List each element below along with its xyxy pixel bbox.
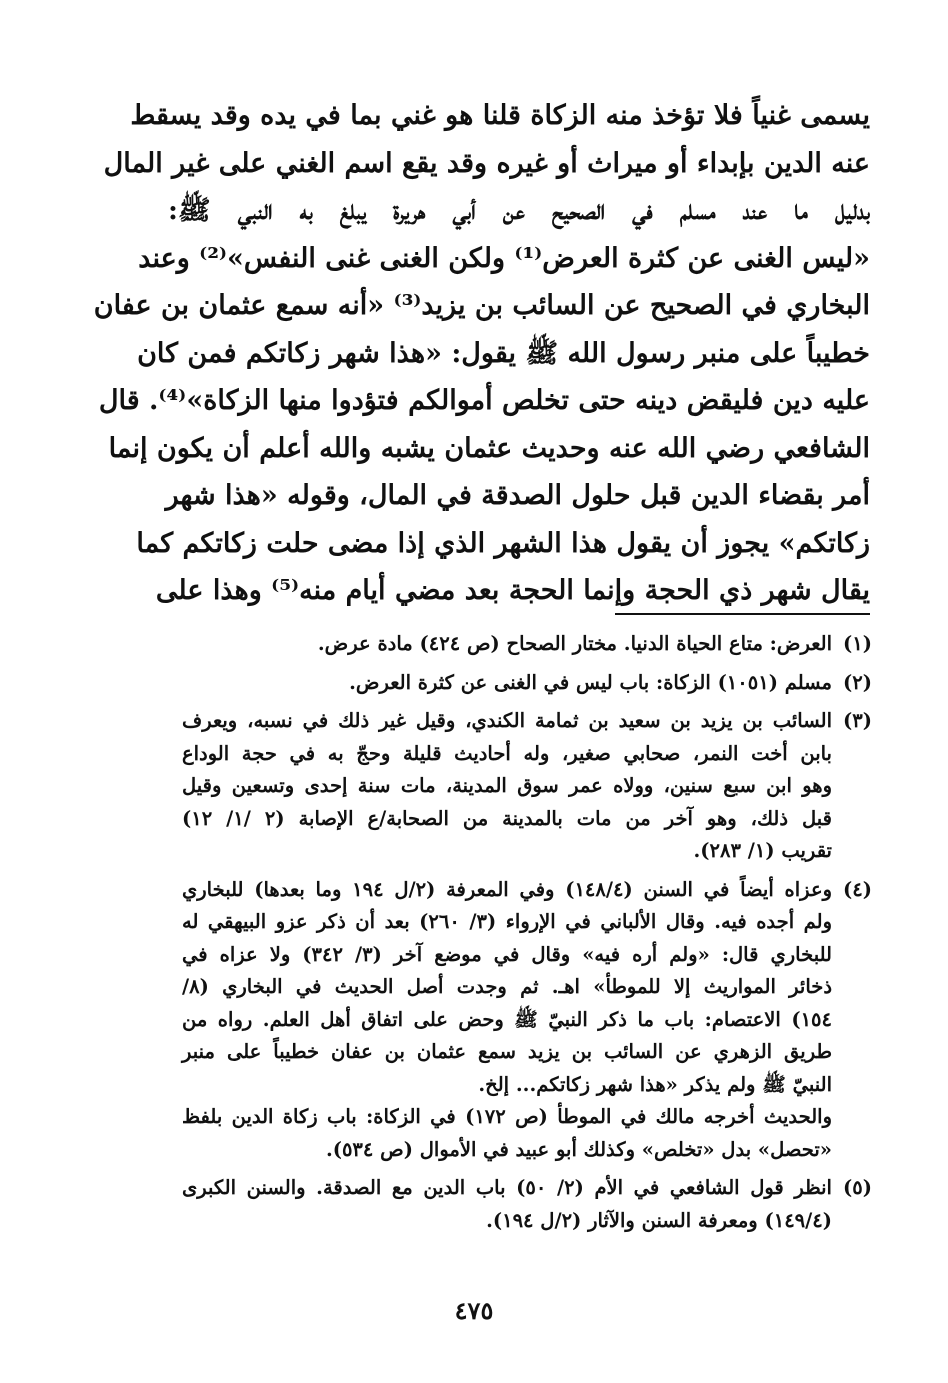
main-text-line: يسمى غنياً فلا تؤخذ منه الزكاة قلنا هو غني بما في يده وقد يسقط	[130, 100, 870, 131]
main-text-line: أمر بقضاء الدين قبل حلول الصدقة في المال، وقوله «هذا شهر	[165, 480, 870, 511]
footnote-line: ١٥٤) الاعتصام: باب ما ذكر النبيّ ﷺ وحض على اتفاق أهل العلم. رواه من	[182, 1007, 832, 1031]
main-text-line: «ليس الغنى عن كثرة العرض⁽¹⁾ ولكن الغنى غنى النفس»⁽²⁾ وعند	[138, 242, 870, 274]
footnote-line: مسلم (١٠٥١) الزكاة: باب ليس في الغنى عن كثرة العرض.	[349, 670, 832, 694]
main-text-line: الشافعي رضي الله عنه وحديث عثمان يشبه والله أعلم أن يكون إنما	[108, 432, 870, 464]
footnote-body	[182, 667, 832, 700]
footnote-line: النبيّ ﷺ ولم يذكر «هذا شهر زكاتكم... إلخ.	[478, 1072, 832, 1096]
main-text-line: يقال شهر ذي الحجة وإنما الحجة بعد مضي أيام منه⁽⁵⁾ وهذا على	[155, 575, 870, 606]
footnote-4	[182, 874, 872, 1167]
footnote-number: (١)	[843, 632, 872, 655]
footnote-body	[182, 705, 832, 868]
footnote-number: (٣)	[843, 709, 872, 732]
footnote-line: قبل ذلك، وهو آخر من مات بالمدينة من الصحابة/ع الإصابة (٢ /١/ ١٢)	[182, 806, 832, 830]
footnote-number: (٥)	[843, 1176, 872, 1199]
footnotes-block	[182, 628, 872, 1243]
footnote-line: السائب بن يزيد بن سعيد بن ثمامة الكندي، وقيل غير ذلك في نسبه، ويعرف	[182, 709, 832, 732]
footnote-1	[182, 628, 872, 661]
footnote-2	[182, 667, 872, 700]
footnote-line: العرض: متاع الحياة الدنيا. مختار الصحاح (ص ٤٢٤) مادة عرض.	[317, 632, 832, 655]
footnote-line: للبخاري قال: «ولم أره فيه» وقال في موضع آخر (٣/ ٣٤٢) ولا عزاه في	[182, 942, 832, 966]
main-text-line: بدليل ما عند مسلم في الصحيح عن أبي هريرة يبلغ به النبي ﷺ:	[168, 195, 870, 226]
main-text-line: عليه دين فليقض دينه حتى تخلص أموالكم فتؤدوا منها الزكاة»⁽⁴⁾. قال	[98, 385, 870, 416]
main-text-block	[93, 92, 870, 615]
footnote-line: بابن أخت النمر، صحابي صغير، وله أحاديث قليلة وحجّ به في حجة الوداع	[182, 741, 832, 765]
footnote-line: ولم أجده فيه. وقال الألباني في الإرواء (٣/ ٢٦٠) بعد أن ذكر عزو البيهقي له	[182, 910, 832, 933]
footnote-number: (٢)	[843, 670, 872, 694]
footnote-line: تقريب (١/ ٢٨٣).	[693, 839, 832, 862]
page-number: ٤٧٥	[454, 1296, 494, 1325]
footnote-line: انظر قول الشافعي في الأم (٢/ ٥٠) باب الدين مع الصدقة. والسنن الكبرى	[182, 1176, 832, 1199]
footnote-5	[182, 1172, 872, 1237]
footnote-line: «تحصل» بدل «تخلص» وكذلك أبو عبيد في الأموال (ص ٥٣٤).	[325, 1137, 832, 1161]
footnote-line: (١٤٩/٤) ومعرفة السنن والآثار (٢/ل ١٩٤).	[486, 1208, 832, 1232]
main-text-line: عنه الدين بإبداء أو ميراث أو غيره وقد يقع اسم الغني على غير المال	[103, 147, 870, 179]
footnote-body	[182, 628, 832, 661]
main-text-line: زكاتكم» يجوز أن يقول هذا الشهر الذي إذا مضى حلت زكاتكم كما	[136, 527, 870, 559]
footnote-separator	[615, 613, 870, 615]
footnote-line: وعزاه أيضاً في السنن (١٤٨/٤) وفي المعرفة (٢/ل ١٩٤ وما بعدها) للبخاري	[182, 877, 832, 901]
footnote-number: (٤)	[843, 877, 872, 901]
main-text-line: خطيباً على منبر رسول الله ﷺ يقول: «هذا شهر زكاتكم فمن كان	[137, 337, 870, 369]
footnote-line: والحديث أخرجه مالك في الموطأ (ص ١٧٢) في الزكاة: باب زكاة الدين بلفظ	[182, 1105, 832, 1128]
footnote-line: طريق الزهري عن السائب بن يزيد سمع عثمان بن عفان خطيباً على منبر	[182, 1040, 832, 1063]
main-text-line: البخاري في الصحيح عن السائب بن يزيد⁽³⁾ «أنه سمع عثمان بن عفان	[93, 290, 870, 321]
footnote-line: وهو ابن سبع سنين، وولاه عمر سوق المدينة، مات سنة إحدى وتسعين وقيل	[182, 774, 832, 797]
footnote-3	[182, 705, 872, 868]
footnote-body	[182, 1172, 832, 1237]
footnote-line: ذخائر المواريث إلا للموطأ» اهـ. ثم وجدت أصل الحديث في البخاري (٨/	[182, 975, 832, 998]
footnote-body	[182, 874, 832, 1167]
